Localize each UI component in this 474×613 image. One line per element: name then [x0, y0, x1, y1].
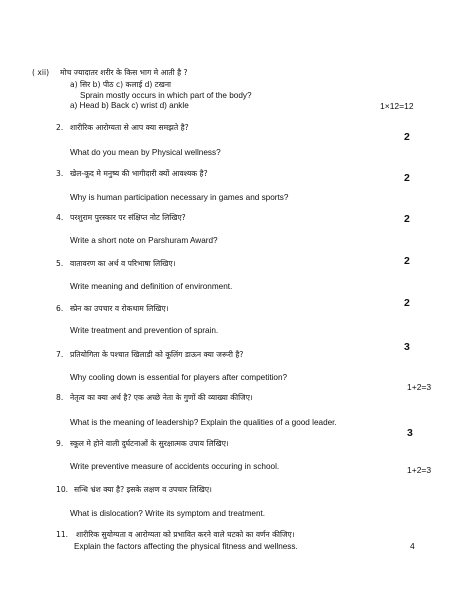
q7-english: Why cooling down is essential for players after competition?	[70, 373, 288, 382]
q12-number: ( xii)	[32, 68, 50, 77]
q12-options-english: a) Head b) Back c) wrist d) ankle	[70, 101, 189, 110]
q5-hindi: वातावरण का अर्थ व परिभाषा लिखिए।	[70, 259, 176, 268]
q10-hindi: सन्धि भ्रंश क्या है? इसके लक्षण व उपचार लिखिए।	[74, 485, 212, 494]
q5-number: 5.	[56, 259, 64, 268]
q8-number: 8.	[56, 393, 64, 402]
q6-english: Write treatment and prevention of sprain.	[70, 326, 219, 335]
q4-english: Write a short note on Parshuram Award?	[70, 236, 218, 245]
q4-hindi: परशुराम पुरस्कार पर संक्षिप्त नोट लिखिए?	[70, 213, 186, 222]
q9-number: 9.	[56, 439, 64, 448]
q5-marks: 2	[404, 255, 410, 267]
q3-marks: 2	[404, 172, 410, 184]
q11-hindi: शारीरिक सुयोग्यता व आरोग्यता को प्रभावित करने वाले घटको का वर्णन कीजिए।	[76, 530, 295, 539]
q7-number: 7.	[56, 350, 64, 359]
q6-marks: 2	[404, 297, 410, 309]
q3-hindi: खेल-कूद मे मनुष्य की भागीदारी क्यों आवश्यक है?	[70, 169, 208, 178]
q9-english: Write preventive measure of accidents occuring in school.	[70, 462, 280, 471]
q4-number: 4.	[56, 213, 64, 222]
q8-marks: 1+2=3	[407, 382, 432, 392]
q2-hindi: शारीरिक आरोग्यता से आप क्या समझते है?	[70, 123, 189, 132]
q10-english: What is dislocation? Write its symptom and treatment.	[70, 509, 266, 518]
q2-number: 2.	[56, 123, 64, 132]
q10-marks: 1+2=3	[407, 465, 432, 475]
q2-marks: 2	[404, 131, 410, 143]
q3-number: 3.	[56, 169, 64, 178]
q9-marks: 3	[407, 427, 413, 439]
q11-marks: 4	[410, 541, 415, 551]
q6-number: 6.	[56, 304, 64, 313]
q2-english: What do you mean by Physical wellness?	[70, 148, 221, 157]
q8-english: What is the meaning of leadership? Explain the qualities of a good leader.	[70, 418, 337, 427]
q7-hindi: प्रतियोगिता के पश्चात खिलाडी को कूलिंग डाऊन क्या जरूरी है?	[70, 350, 244, 359]
q3-english: Why is human participation necessary in games and sports?	[70, 193, 289, 202]
q6-hindi: स्प्रेन का उपचार व रोकथाम लिखिए।	[70, 304, 169, 313]
q5-english: Write meaning and definition of environment.	[70, 282, 233, 291]
q12-options-hindi: a) सिर b) पीठ c) कलाई d) टखना	[70, 80, 172, 89]
q12-english: Sprain mostly occurs in which part of the body?	[80, 91, 252, 100]
q7-marks: 3	[404, 341, 410, 353]
q11-number: 11.	[56, 530, 69, 539]
q4-marks: 2	[404, 213, 410, 225]
q12-marks: 1×12=12	[380, 101, 414, 111]
q10-number: 10.	[56, 485, 69, 494]
q11-english: Explain the factors affecting the physical fitness and wellness.	[74, 542, 298, 551]
q8-hindi: नेतृत्व का क्या अर्थ है? एक अच्छे नेता के गुणों की व्याख्या कीजिए।	[70, 393, 253, 402]
q12-hindi: मोच ज्यादातर शरीर के किस भाग मे आती है ?	[60, 68, 188, 77]
q9-hindi: स्कूल मे होने वाली दुर्घटनाओं के सुरक्षात्मक उपाय लिखिए।	[70, 439, 229, 448]
